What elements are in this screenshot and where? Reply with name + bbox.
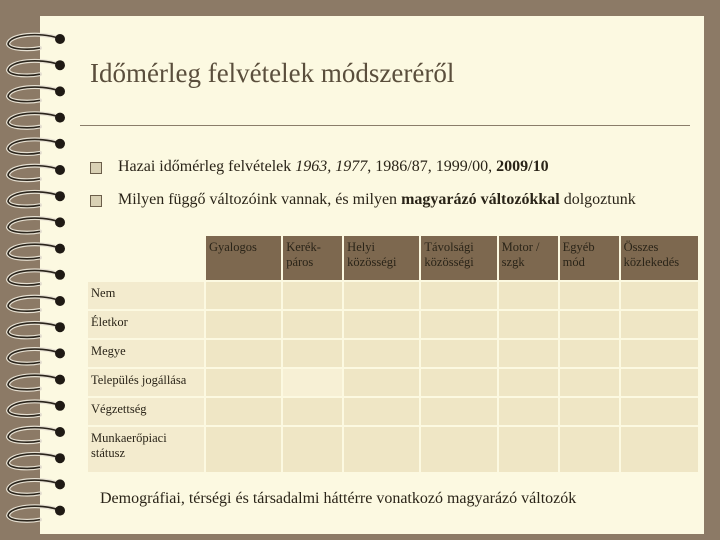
table-row [88,282,698,309]
table-cell [499,282,558,309]
bullet-text-2 [118,190,650,210]
column-header: Összes közlekedés [621,236,698,280]
spiral-ring-icon [8,479,65,494]
spiral-ring-icon [8,270,65,285]
table-cell [344,398,419,425]
table-cell [344,427,419,472]
table-cell [421,427,496,472]
spiral-ring-icon [8,165,65,180]
spiral-ring-icon [8,113,65,128]
table-cell [206,427,281,472]
table-cell [421,398,496,425]
table-cell [499,340,558,367]
table-cell [206,398,281,425]
spiral-ring-icon [8,401,65,416]
table-cell [621,427,698,472]
bullet-text-run: , 1986/87, 1999/00, [367,158,497,175]
spiral-ring-icon [8,60,65,75]
bullet-text-run: 2009/10 [496,158,549,175]
table-body [88,282,698,472]
table-cell [421,282,496,309]
bullet-text-run: dolgoztunk [559,191,636,208]
table-cell [421,340,496,367]
spiral-ring-icon [8,217,65,232]
table-row [88,427,698,472]
spiral-ring-icon [8,191,65,206]
row-label: Nem [88,282,204,309]
spiral-ring-icon [8,453,65,468]
table-cell [206,282,281,309]
table-cell [421,311,496,338]
column-header: Egyéb mód [560,236,619,280]
column-header: Motor / szgk [499,236,558,280]
row-label: Megye [88,340,204,367]
title-divider [80,125,690,126]
table-cell [560,311,619,338]
table-cell [560,427,619,472]
spiral-ring-icon [8,322,65,337]
bullet-text-run: 1963, 1977 [295,158,368,175]
spiral-ring-icon [8,375,65,390]
bullet-text-run: Milyen függő változóink vannak, és milyen [118,191,402,208]
table-cell [344,311,419,338]
bullet-item-1 [90,157,650,177]
spiral-ring-icon [8,86,65,101]
table-cell [206,340,281,367]
table-cell [344,340,419,367]
table-cell [560,340,619,367]
table-cell [206,369,281,396]
table-cell [621,340,698,367]
bullet-item-2 [90,190,650,210]
bullet-text-run: Hazai időmérleg felvételek [118,158,296,175]
table-cell [283,340,342,367]
table-cell [206,311,281,338]
table-cell [560,282,619,309]
table-cell [560,398,619,425]
column-header: Helyi közösségi [344,236,419,280]
table-cell [499,369,558,396]
table-cell [283,311,342,338]
table-cell [499,427,558,472]
column-header: Kerék- páros [283,236,342,280]
column-header: Gyalogos [206,236,281,280]
table-corner-cell [88,236,204,280]
spiral-ring-icon [8,139,65,154]
table-cell [560,369,619,396]
row-label: Település jogállása [88,369,204,396]
footer-caption: Demográfiai, térségi és társadalmi háttérre vonatkozó magyarázó változók [100,490,577,507]
spiral-ring-icon [8,34,65,49]
table-cell [621,311,698,338]
table-cell [283,282,342,309]
checkbox-bullet-icon [90,195,102,207]
table-cell [621,282,698,309]
table-cell [283,398,342,425]
row-label: Életkor [88,311,204,338]
table-cell [344,369,419,396]
spiral-ring-icon [8,244,65,259]
row-label: Végzettség [88,398,204,425]
spiral-ring-icon [8,348,65,363]
table-cell [499,311,558,338]
column-header: Távolsági közösségi [421,236,496,280]
table-row [88,398,698,425]
table-cell [621,398,698,425]
table-cell [344,282,419,309]
table-cell [283,369,342,396]
row-label: Munkaerőpiaci státusz [88,427,204,472]
bullet-text-1 [118,157,650,177]
table-row [88,311,698,338]
spiral-ring-icon [8,296,65,311]
table-cell [621,369,698,396]
spiral-ring-icon [8,427,65,442]
table-row [88,340,698,367]
spiral-ring-icon [8,506,65,521]
table-header-row [88,236,698,280]
variables-table [86,234,700,474]
bullet-text-run: magyarázó változókkal [401,191,560,208]
slide-title: Időmérleg felvételek módszeréről [90,58,455,88]
table-cell [499,398,558,425]
table-cell [283,427,342,472]
table-row [88,369,698,396]
spiral-binding [0,0,80,540]
table-cell [421,369,496,396]
checkbox-bullet-icon [90,162,102,174]
